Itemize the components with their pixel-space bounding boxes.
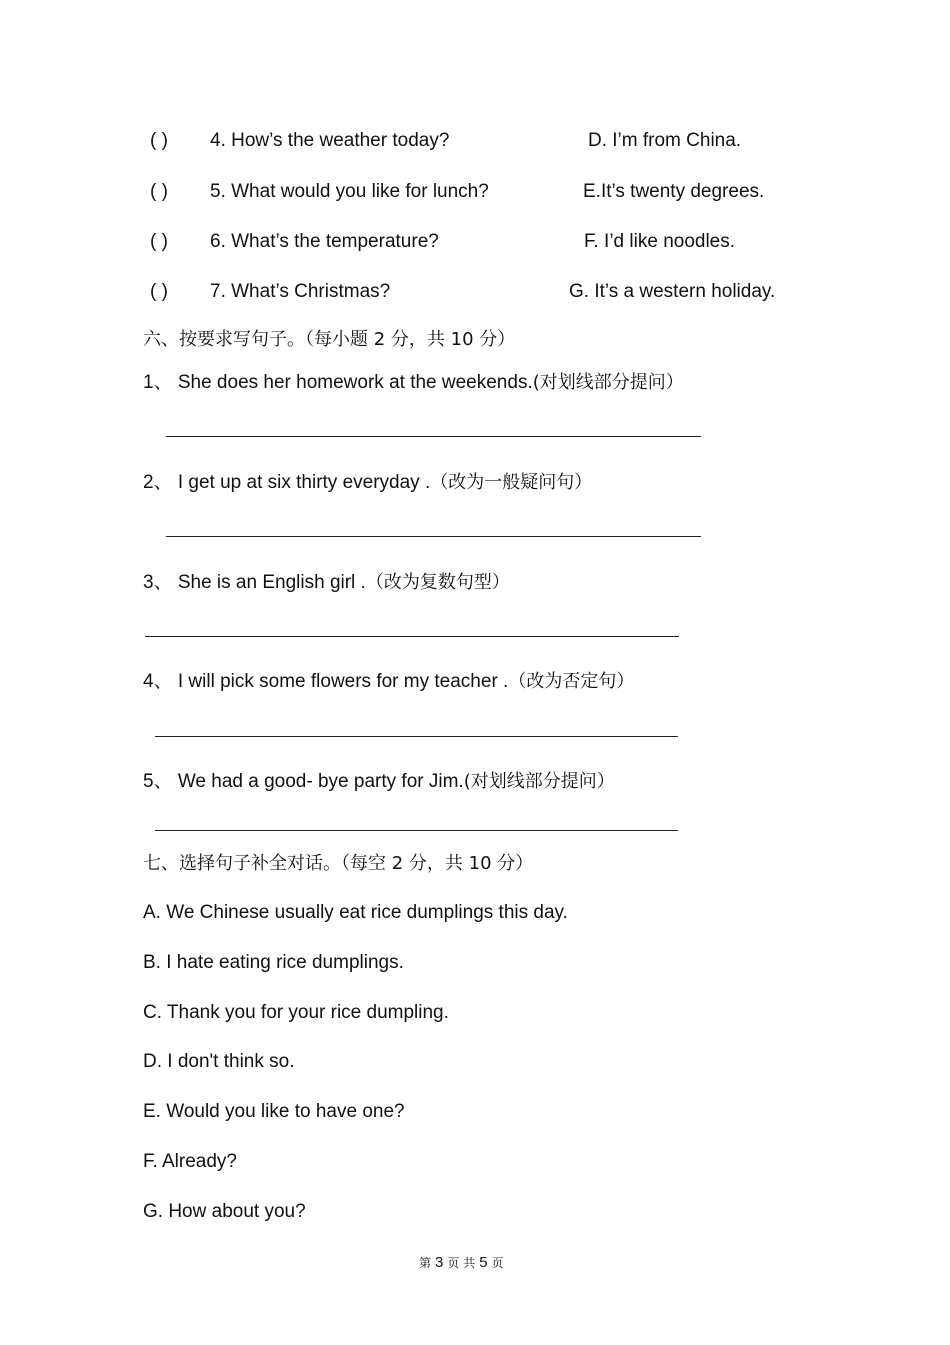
rewrite-instruction-5: (对划线部分提问） xyxy=(463,771,615,792)
answer-line-4[interactable] xyxy=(155,736,678,737)
rewrite-item-3 xyxy=(143,567,510,594)
matching-answer-g: G. It’s a western holiday. xyxy=(569,281,776,302)
section-7-title: 七、选择句子补全对话。（每空 2 分，共 10 分） xyxy=(143,853,534,874)
footer-suffix: 页 xyxy=(491,1256,504,1270)
dialogue-option-d: D. I don't think so. xyxy=(143,1051,295,1072)
page-number: 3 xyxy=(435,1254,444,1271)
dialogue-option-b: B. I hate eating rice dumplings. xyxy=(143,952,404,973)
rewrite-sentence-1: 1、 She does her homework at the weekends. xyxy=(143,372,533,393)
dialogue-option-a: A. We Chinese usually eat rice dumplings this day. xyxy=(143,902,568,923)
page-total: 5 xyxy=(479,1254,488,1271)
footer-prefix: 第 xyxy=(419,1256,432,1270)
answer-line-5[interactable] xyxy=(155,830,678,831)
rewrite-sentence-3: 3、 She is an English girl . xyxy=(143,572,366,593)
matching-answer-d: D. I’m from China. xyxy=(588,130,742,151)
matching-answer-f: F. I’d like noodles. xyxy=(584,231,736,252)
rewrite-instruction-1: (对划线部分提问） xyxy=(532,372,684,393)
matching-question-6: 6. What’s the temperature? xyxy=(210,231,439,252)
matching-question-5: 5. What would you like for lunch? xyxy=(210,181,489,202)
answer-paren-5[interactable]: ( ) xyxy=(150,181,168,202)
rewrite-instruction-4: （改为否定句） xyxy=(508,671,635,692)
matching-question-4: 4. How’s the weather today? xyxy=(210,130,450,151)
rewrite-item-4 xyxy=(143,666,634,693)
answer-paren-7[interactable]: ( ) xyxy=(150,281,168,302)
rewrite-sentence-4: 4、 I will pick some flowers for my teacher . xyxy=(143,671,509,692)
matching-answer-e: E.It’s twenty degrees. xyxy=(583,181,765,202)
section-6-title: 六、按要求写句子。（每小题 2 分，共 10 分） xyxy=(143,329,516,350)
answer-line-1[interactable] xyxy=(166,436,701,437)
answer-line-3[interactable] xyxy=(145,636,679,637)
rewrite-item-5 xyxy=(143,766,615,793)
page-footer xyxy=(419,1254,504,1271)
dialogue-option-c: C. Thank you for your rice dumpling. xyxy=(143,1002,449,1023)
rewrite-instruction-3: （改为复数句型） xyxy=(365,572,510,593)
answer-paren-6[interactable]: ( ) xyxy=(150,231,168,252)
rewrite-sentence-2: 2、 I get up at six thirty everyday . xyxy=(143,472,431,493)
dialogue-option-e: E. Would you like to have one? xyxy=(143,1101,405,1122)
footer-middle: 页 共 xyxy=(447,1256,476,1270)
matching-question-7: 7. What’s Christmas? xyxy=(210,281,391,302)
answer-line-2[interactable] xyxy=(166,536,701,537)
answer-paren-4[interactable]: ( ) xyxy=(150,130,168,151)
rewrite-item-2 xyxy=(143,467,592,494)
rewrite-instruction-2: （改为一般疑问句） xyxy=(430,472,593,493)
rewrite-sentence-5: 5、 We had a good- bye party for Jim. xyxy=(143,771,464,792)
rewrite-item-1 xyxy=(143,367,684,394)
dialogue-option-f: F. Already? xyxy=(143,1151,237,1172)
dialogue-option-g: G. How about you? xyxy=(143,1201,306,1222)
